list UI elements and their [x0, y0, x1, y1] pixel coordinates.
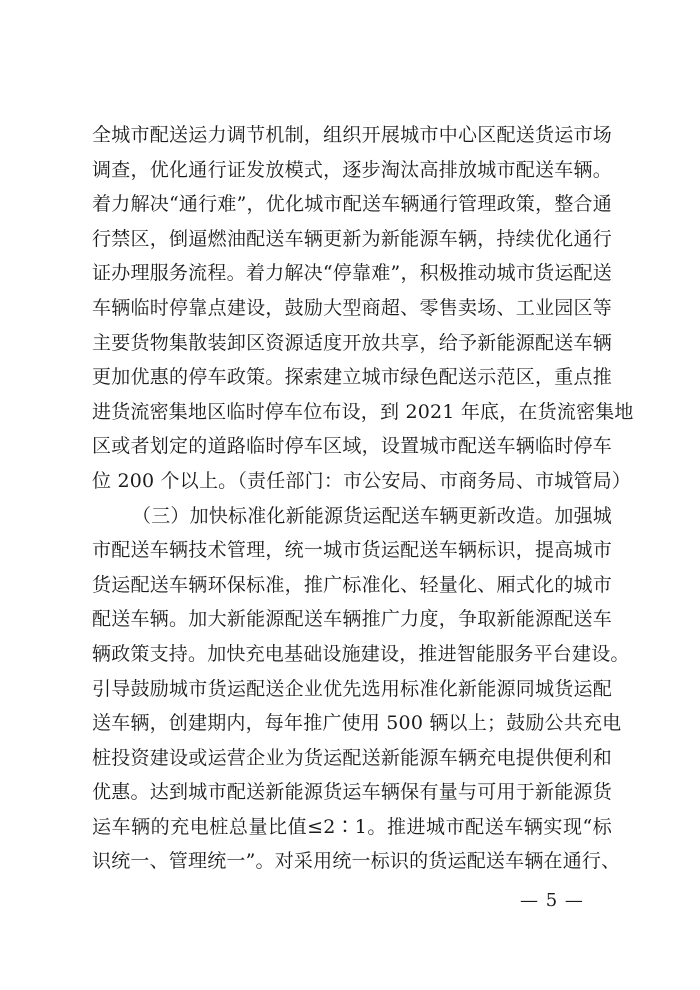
text-line: 桩投资建设或运营企业为货运配送新能源车辆充电提供便利和 — [92, 746, 612, 769]
text-line: 引导鼓励城市货运配送企业优先选用标准化新能源同城货运配 — [92, 677, 612, 700]
text-line: 主要货物集散装卸区资源适度开放共享，给予新能源配送车辆 — [92, 331, 612, 354]
text-line: 车辆临时停靠点建设，鼓励大型商超、零售卖场、工业园区等 — [92, 296, 612, 319]
text-line: 辆政策支持。加快充电基础设施建设，推进智能服务平台建设。 — [92, 642, 630, 665]
text-line: 货运配送车辆环保标准，推广标准化、轻量化、厢式化的城市 — [92, 573, 612, 596]
text-line: 更加优惠的停车政策。探索建立城市绿色配送示范区，重点推 — [92, 366, 612, 389]
text-line: 进货流密集地区临时停车位布设，到 2021 年底，在货流密集地 — [92, 400, 634, 423]
page-number: — 5 — — [520, 890, 584, 911]
text-line: 着力解决“通行难”，优化城市配送车辆通行管理政策，整合通 — [92, 193, 612, 216]
section-heading-line: （三）加快标准化新能源货运配送车辆更新改造。加强城 — [132, 504, 613, 527]
text-line: 识统一、管理统一”。对采用统一标识的货运配送车辆在通行、 — [92, 850, 621, 873]
text-line: 证办理服务流程。着力解决“停靠难”，积极推动城市货运配送 — [92, 262, 612, 285]
text-line: 调查，优化通行证发放模式，逐步淘汰高排放城市配送车辆。 — [92, 158, 612, 181]
text-line: 行禁区，倒逼燃油配送车辆更新为新能源车辆，持续优化通行 — [92, 227, 612, 250]
text-line: 优惠。达到城市配送新能源货运车辆保有量与可用于新能源货 — [92, 781, 612, 804]
text-line: 市配送车辆技术管理，统一城市货运配送车辆标识，提高城市 — [92, 539, 612, 562]
text-line: 区或者划定的道路临时停车区域，设置城市配送车辆临时停车 — [92, 435, 612, 458]
text-line: 送车辆，创建期内，每年推广使用 500 辆以上；鼓励公共充电 — [92, 712, 622, 735]
body-text — [92, 118, 634, 879]
text-line: 运车辆的充电桩总量比值≤2∶1。推进城市配送车辆实现“标 — [92, 815, 612, 838]
text-line: 配送车辆。加大新能源配送车辆推广力度，争取新能源配送车 — [92, 608, 612, 631]
text-line: 全城市配送运力调节机制，组织开展城市中心区配送货运市场 — [92, 124, 612, 146]
text-line: 位 200 个以上。（责任部门：市公安局、市商务局、市城管局） — [92, 469, 632, 492]
